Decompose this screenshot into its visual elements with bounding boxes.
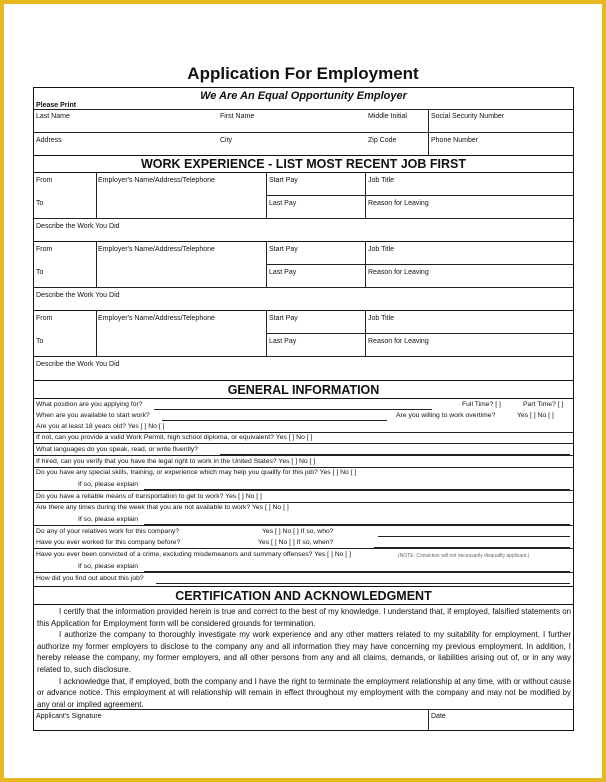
please-print-label: Please Print (36, 102, 77, 109)
certification-paragraph-3: I acknowledge that, if employed, both the company and I have the right to terminate the employment relationship at any time, with or without cause or advance notice. This employment at will relationship will remain in effect throughout my employment with the company and may not be modified by any oral or implied agreement. (37, 676, 571, 709)
reason-leaving-field[interactable]: Reason for Leaving (368, 200, 429, 207)
reason-leaving-field[interactable]: Reason for Leaving (368, 269, 429, 276)
phone-field[interactable]: Phone Number (431, 137, 479, 144)
from-field[interactable]: From (36, 246, 53, 253)
date-field[interactable]: Date (431, 713, 446, 720)
q-permit[interactable]: If not, can you provide a valid Work Permit, high school diploma, or equivalent? Yes [ ] No [ ] (36, 434, 313, 441)
zip-field[interactable]: Zip Code (368, 137, 397, 144)
form-subtitle: We Are An Equal Opportunity Employer (200, 90, 407, 102)
to-field[interactable]: To (36, 200, 44, 207)
q-age[interactable]: Are you at least 18 years old? Yes [ ] No [ ] (36, 423, 165, 430)
q-legal[interactable]: If hired, can you verify that you have the legal right to work in the United States? Yes [ ] No [ ] (36, 458, 316, 465)
middle-initial-field[interactable]: Middle Initial (368, 113, 407, 120)
certification-heading: CERTIFICATION AND ACKNOWLEDGMENT (175, 589, 432, 603)
describe-work-field[interactable]: Describe the Work You Did (36, 223, 120, 230)
reason-leaving-field[interactable]: Reason for Leaving (368, 338, 429, 345)
describe-work-field[interactable]: Describe the Work You Did (36, 361, 120, 368)
times-explain-label: If so, please explain (78, 516, 139, 523)
certification-paragraph-2: I authorize the company to thoroughly investigate my work experience and any other matters related to my suitability for employment. I further authorize my former employers to disclose to the company any and all information they may have concerning my previous employment. In addition, I hereby release the company, my former employers, and all other persons from any and all claims, demands, or liabilities arising out of, or in any way related to, such disclosure. (37, 630, 571, 674)
found-input-line[interactable] (156, 583, 570, 584)
job-title-field[interactable]: Job Title (368, 246, 395, 253)
address-field[interactable]: Address (36, 137, 62, 144)
last-pay-field[interactable]: Last Pay (269, 269, 297, 276)
ssn-field[interactable]: Social Security Number (431, 113, 505, 120)
job-title-field[interactable]: Job Title (368, 177, 395, 184)
start-pay-field[interactable]: Start Pay (269, 315, 298, 322)
conviction-note: (NOTE: Conviction will not necessarily disqualify applicant.) (398, 553, 530, 559)
last-name-field[interactable]: Last Name (36, 113, 70, 120)
to-field[interactable]: To (36, 269, 44, 276)
q-available: When are you available to start work? (36, 412, 150, 419)
general-info-heading: GENERAL INFORMATION (227, 383, 380, 397)
application-form (33, 87, 574, 731)
from-field[interactable]: From (36, 315, 53, 322)
overtime-yes-no[interactable]: Yes [ ] No [ ] (517, 412, 554, 419)
describe-work-field[interactable]: Describe the Work You Did (36, 292, 120, 299)
full-time-checkbox[interactable]: Full Time? [ ] (462, 401, 501, 408)
relatives-answer[interactable]: Yes [ ] No [ ] If so, who? (262, 528, 334, 535)
position-input-line[interactable] (154, 409, 432, 410)
q-skills[interactable]: Do you have any special skills, training, or experience which may help you qualify for this job? Yes [ ] No [ ] (36, 469, 357, 476)
q-position: What position are you applying for? (36, 401, 143, 408)
available-input-line[interactable] (162, 420, 387, 421)
employer-field[interactable]: Employer's Name/Address/Telephone (98, 177, 215, 184)
signature-field[interactable]: Applicant's Signature (36, 713, 102, 720)
q-transport[interactable]: Do you have a reliable means of transportation to get to work? Yes [ ] No [ ] (36, 493, 262, 500)
convicted-explain-label: If so, please explain (78, 563, 139, 570)
worked-answer[interactable]: Yes [ ] No [ ] If so, when? (258, 539, 334, 546)
start-pay-field[interactable]: Start Pay (269, 177, 298, 184)
skills-explain-label: If so, please explain (78, 481, 139, 488)
relatives-input-line[interactable] (378, 536, 570, 537)
last-pay-field[interactable]: Last Pay (269, 338, 297, 345)
start-pay-field[interactable]: Start Pay (269, 246, 298, 253)
certification-paragraph-1: I certify that the information provided herein is true and correct to the best of my knowledge. I understand that, if employed, falsified statements on this Application for Employment form will be considered grounds for termination. (37, 607, 571, 628)
work-experience-heading: WORK EXPERIENCE - LIST MOST RECENT JOB FIRST (140, 157, 467, 171)
employer-field[interactable]: Employer's Name/Address/Telephone (98, 246, 215, 253)
q-relatives: Do any of your relatives work for this company? (36, 528, 180, 535)
first-name-field[interactable]: First Name (220, 113, 255, 120)
employer-field[interactable]: Employer's Name/Address/Telephone (98, 315, 215, 322)
q-found: How did you find out about this job? (36, 575, 144, 582)
from-field[interactable]: From (36, 177, 53, 184)
page-title: Application For Employment (187, 64, 419, 83)
q-overtime: Are you willing to work overtime? (396, 412, 496, 419)
city-field[interactable]: City (220, 137, 233, 144)
q-worked: Have you ever worked for this company before? (36, 539, 181, 546)
job-title-field[interactable]: Job Title (368, 315, 395, 322)
part-time-checkbox[interactable]: Part Time? [ ] (523, 401, 564, 408)
to-field[interactable]: To (36, 338, 44, 345)
q-languages: What languages do you speak, read, or write fluently? (36, 446, 199, 453)
q-convicted[interactable]: Have you ever been convicted of a crime, excluding misdemeanors and summary offenses? Yes [ ] No [ ] (36, 551, 351, 558)
last-pay-field[interactable]: Last Pay (269, 200, 297, 207)
q-times[interactable]: Are there any times during the week that you are not available to work? Yes [ ] No [ ] (36, 504, 289, 511)
certification-text (37, 606, 571, 710)
